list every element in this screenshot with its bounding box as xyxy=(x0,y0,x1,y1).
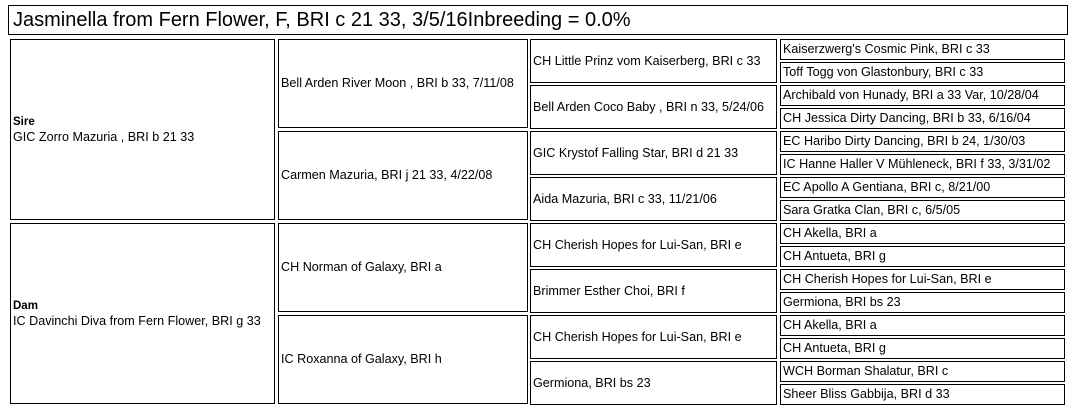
gen2-ancestor: Carmen Mazuria, BRI j 21 33, 4/22/08 xyxy=(278,131,528,220)
gen4-ancestor: Germiona, BRI bs 23 xyxy=(780,292,1065,313)
gen4-ancestor: EC Apollo A Gentiana, BRI c, 8/21/00 xyxy=(780,177,1065,198)
gen2-ancestor: CH Norman of Galaxy, BRI a xyxy=(278,223,528,312)
gen3-ancestor: CH Cherish Hopes for Lui-San, BRI e xyxy=(530,223,777,267)
gen4-ancestor: Sheer Bliss Gabbija, BRI d 33 xyxy=(780,384,1065,405)
gen3-ancestor: GIC Krystof Falling Star, BRI d 21 33 xyxy=(530,131,777,175)
dam-name: IC Davinchi Diva from Fern Flower, BRI g 33 xyxy=(13,314,261,328)
dam-cell xyxy=(10,223,275,404)
pedigree-title xyxy=(8,5,1068,35)
gen3-ancestor: CH Little Prinz vom Kaiserberg, BRI c 33 xyxy=(530,39,777,83)
sire-cell xyxy=(10,39,275,220)
gen4-ancestor: WCH Borman Shalatur, BRI c xyxy=(780,361,1065,382)
gen3-ancestor: CH Cherish Hopes for Lui-San, BRI e xyxy=(530,315,777,359)
gen4-ancestor: Archibald von Hunady, BRI a 33 Var, 10/28/04 xyxy=(780,85,1065,106)
gen3-ancestor: Bell Arden Coco Baby , BRI n 33, 5/24/06 xyxy=(530,85,777,129)
gen4-ancestor: Kaiserzwerg's Cosmic Pink, BRI c 33 xyxy=(780,39,1065,60)
gen4-ancestor: Sara Gratka Clan, BRI c, 6/5/05 xyxy=(780,200,1065,221)
sire-name: GIC Zorro Mazuria , BRI b 21 33 xyxy=(13,130,195,144)
gen3-ancestor: Brimmer Esther Choi, BRI f xyxy=(530,269,777,313)
gen3-ancestor: Germiona, BRI bs 23 xyxy=(530,361,777,405)
gen4-ancestor: CH Cherish Hopes for Lui-San, BRI e xyxy=(780,269,1065,290)
gen4-ancestor: CH Jessica Dirty Dancing, BRI b 33, 6/16/04 xyxy=(780,108,1065,129)
cat-title: Jasminella from Fern Flower, F, BRI c 21 33, 3/5/16 xyxy=(13,9,468,31)
gen2-ancestor: Bell Arden River Moon , BRI b 33, 7/11/08 xyxy=(278,39,528,128)
inbreeding-value: Inbreeding = 0.0% xyxy=(467,9,631,31)
gen4-ancestor: EC Haribo Dirty Dancing, BRI b 24, 1/30/03 xyxy=(780,131,1065,152)
gen4-ancestor: IC Hanne Haller V Mühleneck, BRI f 33, 3/31/02 xyxy=(780,154,1065,175)
gen2-ancestor: IC Roxanna of Galaxy, BRI h xyxy=(278,315,528,404)
sire-label: Sire xyxy=(13,116,35,128)
gen4-ancestor: CH Antueta, BRI g xyxy=(780,246,1065,267)
gen4-ancestor: CH Akella, BRI a xyxy=(780,315,1065,336)
gen4-ancestor: Toff Togg von Glastonbury, BRI c 33 xyxy=(780,62,1065,83)
gen4-ancestor: CH Akella, BRI a xyxy=(780,223,1065,244)
gen3-ancestor: Aida Mazuria, BRI c 33, 11/21/06 xyxy=(530,177,777,221)
dam-label: Dam xyxy=(13,300,38,312)
gen4-ancestor: CH Antueta, BRI g xyxy=(780,338,1065,359)
